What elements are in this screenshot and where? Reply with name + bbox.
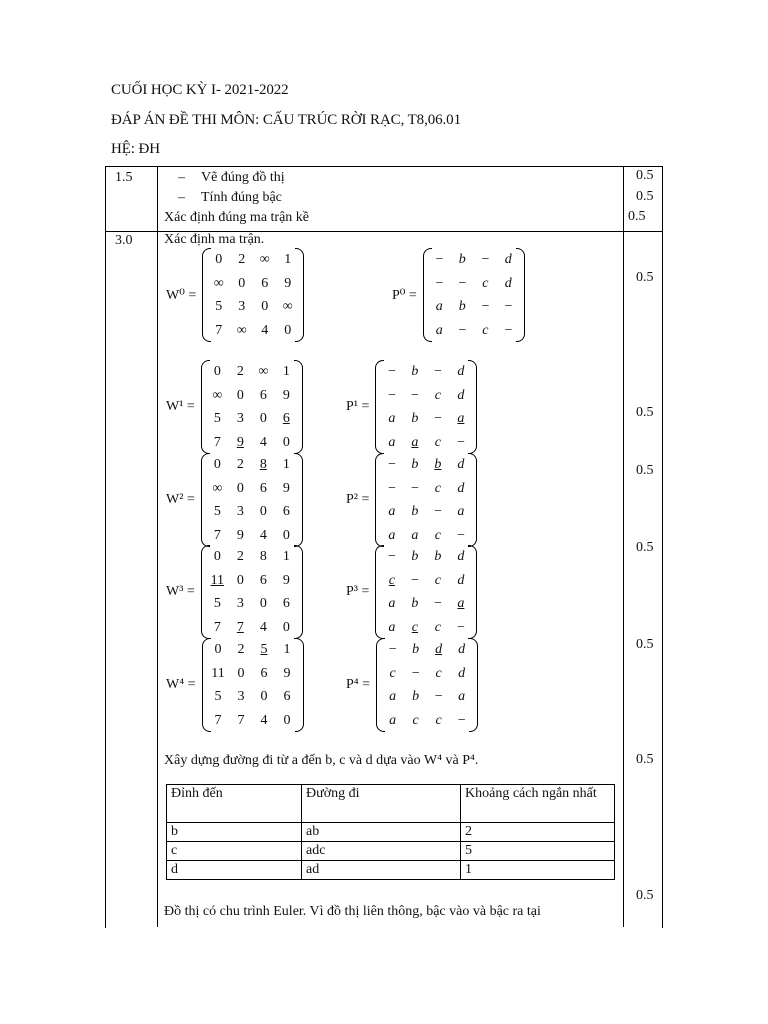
- matrix-label: P⁴ =: [346, 677, 371, 692]
- matrix-cell: a: [457, 504, 465, 519]
- matrix-cell: ∞: [282, 299, 293, 314]
- matrix-cell: ∞: [259, 252, 270, 267]
- matrix-cell: 3: [236, 596, 244, 611]
- matrix-cell: a: [388, 527, 396, 543]
- cell-vertex: c: [167, 842, 302, 861]
- matrix-cell: b: [411, 457, 419, 472]
- matrix-cell: 0: [261, 299, 269, 314]
- matrix-cell: 1: [282, 549, 290, 564]
- matrix-cell: 2: [236, 549, 244, 564]
- matrix-cell: c: [434, 434, 441, 450]
- matrix-cell: a: [389, 689, 397, 704]
- table-row: [167, 823, 615, 842]
- matrix-cell: −: [387, 480, 397, 496]
- matrix-cell: a: [388, 596, 396, 611]
- matrix-cell: a: [457, 411, 465, 426]
- matrix-cell: b: [411, 504, 419, 519]
- matrix-cell: −: [480, 252, 491, 267]
- matrix-p4: [346, 638, 478, 732]
- matrix-cell: 3: [236, 411, 244, 426]
- matrix-cell: ∞: [236, 322, 247, 338]
- matrix-cell: c: [434, 619, 441, 635]
- matrix-cell: 7: [215, 322, 223, 338]
- matrix-cell: a: [411, 434, 419, 450]
- matrix-cell: −: [433, 364, 443, 379]
- matrix-cell: 0: [213, 549, 221, 564]
- matrix-cell: c: [411, 619, 418, 635]
- matrix-cell: d: [457, 549, 465, 564]
- matrix-cell: 0: [259, 596, 267, 611]
- row1-item-degree: Tính đúng bậc: [201, 190, 282, 205]
- matrix-cell: d: [457, 387, 465, 403]
- matrix-cell: 7: [213, 527, 221, 543]
- matrix-cell: 0: [236, 572, 244, 588]
- cell-path: ad: [302, 861, 461, 880]
- score: 0.5: [636, 752, 654, 767]
- matrix-cell: −: [457, 275, 468, 291]
- matrix-cell: b: [434, 457, 442, 472]
- matrix-cell: 6: [283, 689, 291, 704]
- matrix-cell: c: [389, 665, 396, 681]
- matrix-cell: 2: [238, 252, 246, 267]
- matrix-cell: 5: [213, 411, 221, 426]
- matrix-cell: b: [411, 364, 419, 379]
- matrix-cell: c: [434, 527, 441, 543]
- matrix-cell: d: [457, 572, 465, 588]
- matrix-cell: b: [434, 549, 442, 564]
- matrix-cell: −: [503, 299, 514, 314]
- matrix-cell: 9: [283, 665, 291, 681]
- matrix-cell: d: [504, 275, 512, 291]
- matrix-cell: 8: [259, 457, 267, 472]
- cell-path: adc: [302, 842, 461, 861]
- matrix-cell: 2: [236, 457, 244, 472]
- matrix-cell: 3: [238, 299, 246, 314]
- table-row: [167, 842, 615, 861]
- matrix-cell: 5: [215, 299, 223, 314]
- matrix-cell: c: [412, 712, 419, 728]
- matrix-cell: b: [411, 596, 419, 611]
- matrix-cell: 7: [236, 619, 244, 635]
- matrix-cell: c: [434, 572, 441, 588]
- matrix-cell: −: [457, 322, 468, 338]
- matrix-cell: −: [387, 549, 397, 564]
- matrix-cell: 9: [236, 527, 244, 543]
- matrix-cell: 2: [237, 642, 245, 657]
- matrix-cell: −: [410, 387, 420, 403]
- matrix-cell: 11: [211, 665, 225, 681]
- matrix-cell: 4: [259, 434, 267, 450]
- matrix-cell: −: [387, 457, 397, 472]
- table-row: [167, 861, 615, 880]
- matrix-p2: [346, 453, 477, 547]
- cell-vertex: d: [167, 861, 302, 880]
- matrix-cell: 6: [259, 572, 267, 588]
- matrix-cell: 0: [282, 527, 290, 543]
- matrix-cell: d: [457, 457, 465, 472]
- matrix-cell: c: [435, 665, 442, 681]
- score: 0.5: [636, 189, 654, 204]
- matrix-cell: 5: [213, 504, 221, 519]
- matrix-cell: b: [411, 411, 419, 426]
- matrix-cell: 11: [210, 572, 225, 588]
- matrix-cell: d: [504, 252, 512, 267]
- matrix-p0: [392, 248, 525, 342]
- matrix-cell: −: [503, 322, 514, 338]
- matrix-cell: −: [480, 299, 491, 314]
- col-divider-2: [623, 166, 624, 927]
- matrix-cell: −: [434, 252, 445, 267]
- score: 0.5: [636, 637, 654, 652]
- shortest-path-table: [166, 784, 615, 880]
- matrix-cell: −: [387, 387, 397, 403]
- matrix-cell: 0: [215, 252, 223, 267]
- score: 0.5: [628, 209, 646, 224]
- matrix-cell: a: [435, 322, 443, 338]
- matrix-cell: −: [456, 527, 466, 543]
- matrix-cell: −: [410, 480, 420, 496]
- matrix-cell: 0: [282, 619, 290, 635]
- row2-intro: Xác định ma trận.: [164, 232, 265, 247]
- matrix-cell: 3: [236, 504, 244, 519]
- exam-title: ĐÁP ÁN ĐỀ THI MÔN: CẤU TRÚC RỜI RẠC, T8,06.01: [111, 112, 461, 128]
- row1-points: 1.5: [115, 170, 133, 185]
- matrix-cell: ∞: [212, 480, 223, 496]
- matrix-cell: 6: [261, 275, 269, 291]
- bullet-dash: –: [178, 190, 185, 205]
- matrix-cell: 6: [259, 387, 267, 403]
- matrix-cell: 4: [261, 322, 269, 338]
- matrix-cell: −: [434, 275, 445, 291]
- matrix-cell: 1: [282, 364, 290, 379]
- matrix-cell: −: [433, 504, 443, 519]
- matrix-cell: 6: [282, 596, 290, 611]
- score: 0.5: [636, 463, 654, 478]
- matrix-cell: −: [410, 572, 420, 588]
- matrix-cell: ∞: [212, 387, 223, 403]
- matrix-cell: −: [456, 619, 466, 635]
- matrix-cell: d: [457, 480, 465, 496]
- exam-term: CUỐI HỌC KỲ I- 2021-2022: [111, 82, 289, 98]
- matrix-cell: d: [435, 642, 443, 657]
- matrix-label: W² =: [166, 492, 195, 507]
- matrix-cell: 1: [283, 642, 291, 657]
- matrix-cell: d: [458, 665, 466, 681]
- matrix-cell: 4: [260, 712, 268, 728]
- matrix-cell: 8: [259, 549, 267, 564]
- matrix-cell: b: [458, 299, 466, 314]
- matrix-cell: −: [387, 364, 397, 379]
- matrix-cell: 5: [213, 596, 221, 611]
- matrix-cell: 4: [259, 527, 267, 543]
- matrix-label: P³ =: [346, 584, 370, 599]
- matrix-cell: 0: [236, 480, 244, 496]
- matrix-cell: 4: [259, 619, 267, 635]
- matrix-cell: 5: [260, 642, 268, 657]
- header-vertex: Đỉnh đến: [167, 785, 302, 823]
- matrix-cell: 0: [282, 434, 290, 450]
- matrix-cell: 0: [236, 387, 244, 403]
- matrix-cell: 0: [259, 504, 267, 519]
- matrix-w2: [166, 453, 303, 547]
- matrix-cell: a: [388, 619, 396, 635]
- row1-item-adjacency: Xác định đúng ma trận kề: [164, 210, 310, 225]
- matrix-cell: c: [434, 387, 441, 403]
- cell-distance: 1: [461, 861, 615, 880]
- matrix-cell: −: [433, 411, 443, 426]
- matrix-cell: 9: [236, 434, 244, 450]
- matrix-cell: a: [388, 434, 396, 450]
- matrix-cell: ∞: [213, 275, 224, 291]
- matrix-cell: a: [435, 299, 443, 314]
- matrix-cell: 9: [282, 572, 290, 588]
- row2-points: 3.0: [115, 233, 133, 248]
- matrix-cell: b: [412, 642, 420, 657]
- matrix-cell: 0: [283, 712, 291, 728]
- matrix-cell: 1: [282, 457, 290, 472]
- cell-vertex: b: [167, 823, 302, 842]
- matrix-cell: 7: [213, 619, 221, 635]
- matrix-cell: 3: [237, 689, 245, 704]
- matrix-cell: −: [410, 665, 421, 681]
- matrix-cell: 0: [259, 411, 267, 426]
- matrix-w0: [166, 248, 304, 342]
- matrix-cell: 6: [282, 411, 290, 426]
- matrix-label: W¹ =: [166, 399, 195, 414]
- score: 0.5: [636, 270, 654, 285]
- matrix-cell: 6: [260, 665, 268, 681]
- matrix-cell: 0: [213, 364, 221, 379]
- cell-path: ab: [302, 823, 461, 842]
- matrix-label: P¹ =: [346, 399, 370, 414]
- matrix-cell: −: [387, 642, 398, 657]
- matrix-label: P² =: [346, 492, 370, 507]
- matrix-w3: [166, 545, 303, 639]
- matrix-cell: b: [412, 689, 420, 704]
- matrix-cell: −: [433, 596, 443, 611]
- cell-distance: 5: [461, 842, 615, 861]
- matrix-cell: 6: [259, 480, 267, 496]
- matrix-w1: [166, 360, 303, 454]
- matrix-cell: 1: [284, 252, 292, 267]
- matrix-cell: d: [457, 364, 465, 379]
- score: 0.5: [636, 405, 654, 420]
- row1-item-graph: Vẽ đúng đồ thị: [201, 170, 285, 185]
- matrix-cell: 7: [213, 434, 221, 450]
- matrix-w4: [166, 638, 304, 732]
- matrix-cell: a: [457, 596, 465, 611]
- matrix-cell: c: [435, 712, 442, 728]
- path-instruction: Xây dựng đường đi từ a đến b, c và d dựa vào W⁴ và P⁴.: [164, 753, 479, 768]
- matrix-cell: 6: [282, 504, 290, 519]
- col-divider-1: [157, 166, 158, 927]
- matrix-cell: 0: [238, 275, 246, 291]
- matrix-cell: d: [458, 642, 466, 657]
- score: 0.5: [636, 168, 654, 183]
- header-distance: Khoảng cách ngắn nhất: [461, 785, 615, 823]
- matrix-cell: a: [411, 527, 419, 543]
- matrix-cell: 0: [213, 457, 221, 472]
- exam-level: HỆ: ĐH: [111, 141, 160, 157]
- matrix-cell: a: [389, 712, 397, 728]
- score: 0.5: [636, 540, 654, 555]
- matrix-cell: c: [482, 322, 489, 338]
- matrix-cell: c: [482, 275, 489, 291]
- matrix-cell: 5: [214, 689, 222, 704]
- matrix-cell: b: [458, 252, 466, 267]
- cell-distance: 2: [461, 823, 615, 842]
- matrix-cell: a: [458, 689, 466, 704]
- matrix-cell: 0: [260, 689, 268, 704]
- matrix-p3: [346, 545, 477, 639]
- matrix-cell: −: [456, 434, 466, 450]
- matrix-cell: 9: [284, 275, 292, 291]
- matrix-p1: [346, 360, 477, 454]
- matrix-cell: −: [456, 712, 467, 728]
- matrix-cell: c: [388, 572, 395, 588]
- matrix-cell: 0: [237, 665, 245, 681]
- matrix-cell: a: [388, 411, 396, 426]
- matrix-label: W³ =: [166, 584, 195, 599]
- matrix-cell: 9: [282, 480, 290, 496]
- score: 0.5: [636, 888, 654, 903]
- matrix-cell: ∞: [258, 364, 269, 379]
- matrix-cell: a: [388, 504, 396, 519]
- bullet-dash: –: [178, 170, 185, 185]
- euler-statement: Đồ thị có chu trình Euler. Vì đồ thị liên thông, bậc vào và bậc ra tại: [164, 904, 541, 919]
- matrix-cell: −: [433, 689, 444, 704]
- matrix-cell: 7: [237, 712, 245, 728]
- matrix-cell: c: [434, 480, 441, 496]
- header-path: Đường đi: [302, 785, 461, 823]
- matrix-label: W⁰ =: [166, 287, 197, 303]
- matrix-cell: b: [411, 549, 419, 564]
- matrix-cell: 0: [284, 322, 292, 338]
- matrix-cell: 2: [236, 364, 244, 379]
- matrix-label: W⁴ =: [166, 677, 196, 692]
- matrix-label: P⁰ =: [392, 287, 417, 303]
- matrix-cell: 0: [214, 642, 222, 657]
- matrix-cell: 9: [282, 387, 290, 403]
- table-header-row: [167, 785, 615, 823]
- matrix-cell: 7: [214, 712, 222, 728]
